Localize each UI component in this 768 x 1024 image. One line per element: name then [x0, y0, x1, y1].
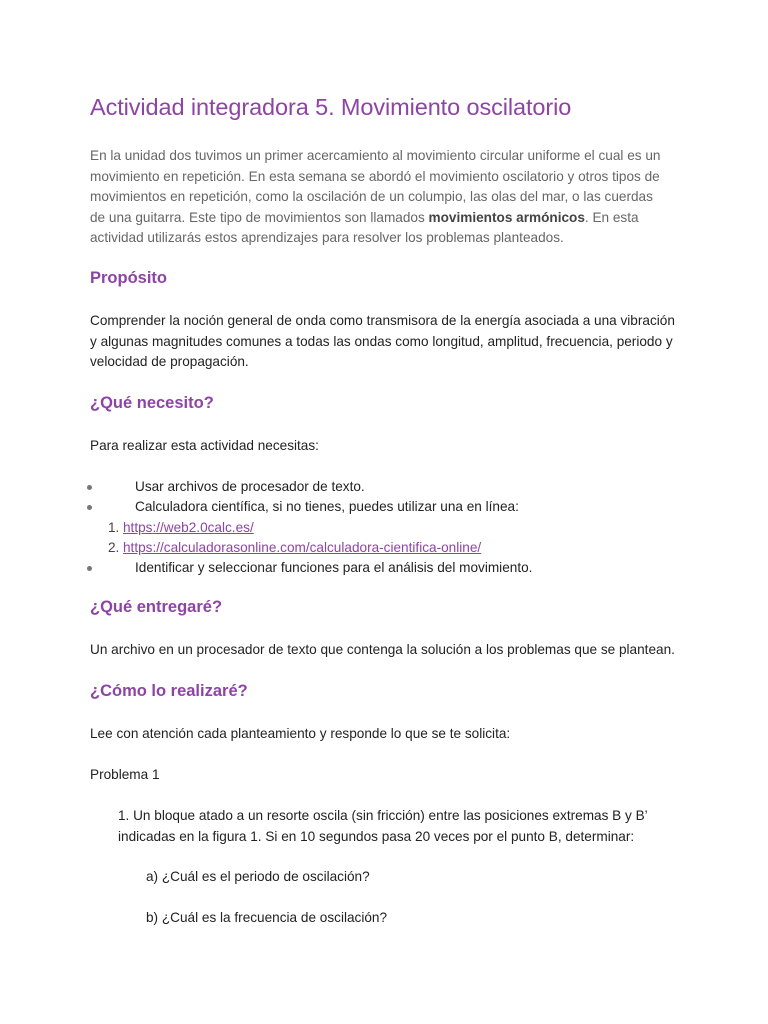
link-web2-0calc[interactable]: https://web2.0calc.es/: [123, 520, 254, 535]
necesito-text: Para realizar esta actividad necesitas:: [90, 438, 319, 453]
bullet-text: Calculadora científica, si no tienes, puedes utilizar una en línea:: [135, 499, 519, 514]
link-calculadorasonline[interactable]: https://calculadorasonline.com/calculadora-cientifica-online/: [123, 540, 482, 555]
list-number: 1.: [108, 520, 120, 535]
question-a: a) ¿Cuál es el periodo de oscilación?: [146, 869, 370, 884]
problem-text: 1. Un bloque atado a un resorte oscila (sin fricción) entre las posiciones extremas B y B’ indicadas en la figura 1. Si en 10 segundos pasa 20 veces por el punto B, determinar:: [118, 808, 648, 844]
bullet-text: Usar archivos de procesador de texto.: [135, 479, 365, 494]
bullet-icon: [87, 505, 92, 510]
list-number: 2.: [108, 540, 120, 555]
intro-text-after: . En esta actividad utilizarás estos aprendizajes para resolver los problemas planteados.: [90, 209, 639, 245]
proposito-text: Comprender la noción general de onda como transmisora de la energía asociada a una vibración y algunas magnitudes comunes a todas las ondas como longitud, amplitud, frecuencia, periodo y velocidad de propagación.: [90, 313, 675, 369]
intro-text-before: En la unidad dos tuvimos un primer acercamiento al movimiento circular uniforme el cual es un movimiento en repetición. En esta semana se abordó el movimiento oscilatorio y otros tipos de movimientos en repetición, como la oscilación de un columpio, las olas del mar, o las cuerdas de una guitarra. Este tipo de movimientos son llamados: [90, 148, 661, 225]
problem-label: Problema 1: [90, 767, 160, 782]
entregare-heading: ¿Qué entregaré?: [90, 598, 223, 616]
bullet-icon: [87, 566, 92, 571]
bullet-icon: [87, 485, 92, 490]
intro-paragraph: [90, 146, 670, 249]
bullet-text: Identificar y seleccionar funciones para el análisis del movimiento.: [135, 560, 533, 575]
intro-bold-term: movimientos armónicos: [428, 209, 585, 225]
entregare-text: Un archivo en un procesador de texto que contenga la solución a los problemas que se plantean.: [90, 642, 675, 657]
realizare-heading: ¿Cómo lo realizaré?: [90, 682, 248, 700]
question-b: b) ¿Cuál es la frecuencia de oscilación?: [146, 910, 388, 925]
page-title: Actividad integradora 5. Movimiento oscilatorio: [90, 94, 572, 120]
proposito-heading: Propósito: [90, 269, 167, 287]
realizare-text: Lee con atención cada planteamiento y responde lo que se te solicita:: [90, 726, 511, 741]
necesito-heading: ¿Qué necesito?: [90, 394, 214, 412]
